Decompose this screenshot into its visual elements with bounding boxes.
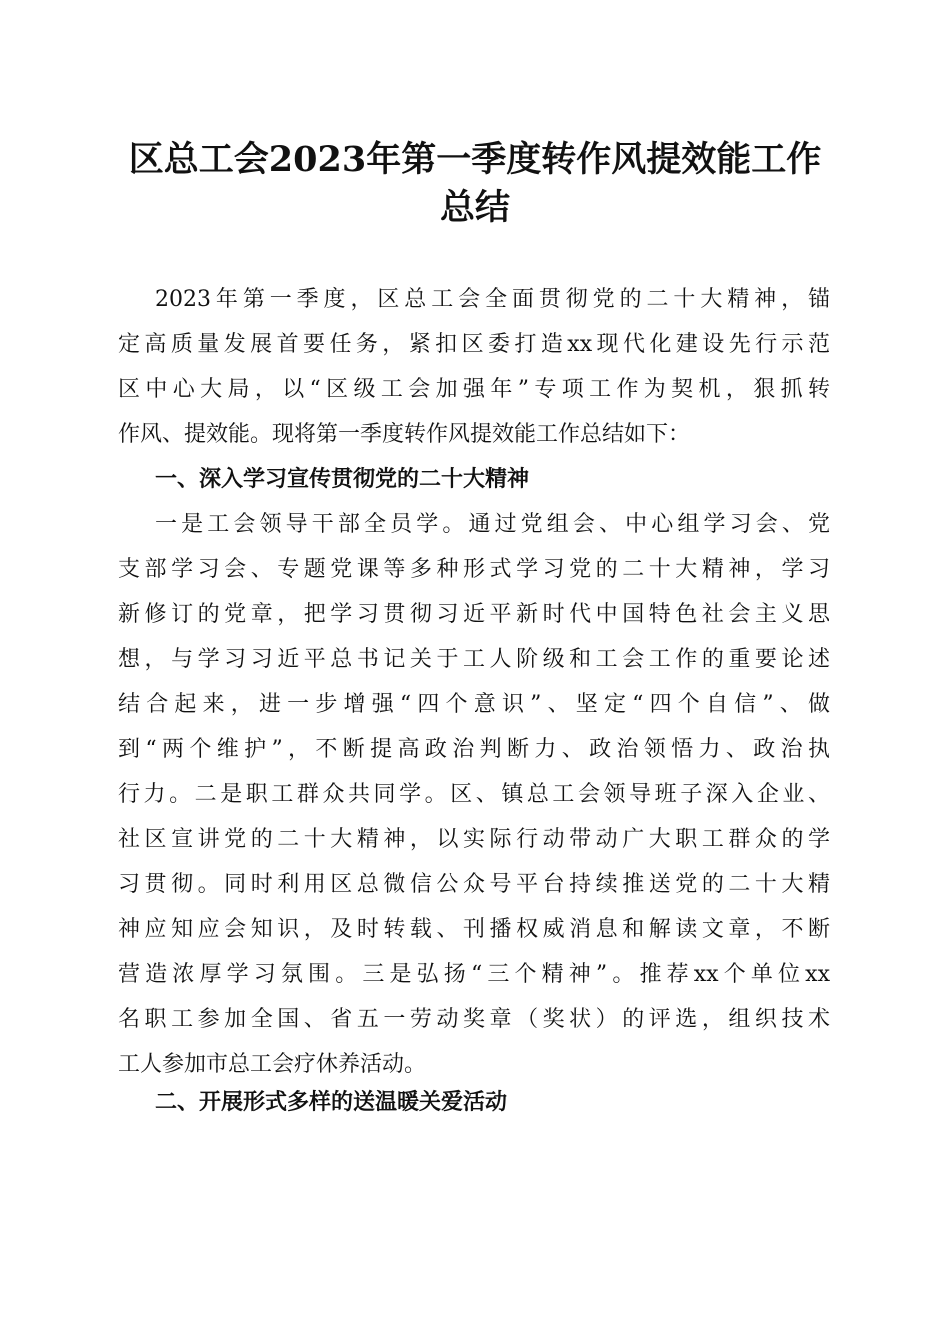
paragraph-line: 社区宣讲党的二十大精神，以实际行动带动广大职工群众的学 xyxy=(118,827,830,852)
section-heading-2: 二、开展形式多样的送温暖关爱活动 xyxy=(155,1090,508,1115)
paragraph-line: 营造浓厚学习氛围。三是弘扬“三个精神”。推荐xx个单位xx xyxy=(118,962,830,987)
paragraph-line: 一是工会领导干部全员学。通过党组会、中心组学习会、党 xyxy=(155,512,830,537)
paragraph-line: 习贯彻。同时利用区总微信公众号平台持续推送党的二十大精 xyxy=(118,872,830,897)
paragraph-line: 结合起来，进一步增强“四个意识”、坚定“四个自信”、做 xyxy=(118,692,830,717)
intro-paragraph xyxy=(118,277,830,457)
paragraph-line: 支部学习会、专题党课等多种形式学习党的二十大精神，学习 xyxy=(118,557,830,582)
section-heading-1: 一、深入学习宣传贯彻党的二十大精神 xyxy=(155,467,530,492)
paragraph-line: 工人参加市总工会疗休养活动。 xyxy=(118,1052,427,1077)
paragraph-line: 想，与学习习近平总书记关于工人阶级和工会工作的重要论述 xyxy=(118,647,830,672)
document-body xyxy=(118,277,830,1087)
paragraph-line: 作风、提效能。现将第一季度转作风提效能工作总结如下： xyxy=(118,422,691,447)
paragraph-line: 到“两个维护”，不断提高政治判断力、政治领悟力、政治执 xyxy=(118,737,830,762)
document-title-line-2: 总结 xyxy=(439,187,510,228)
paragraph-line: 2023年第一季度，区总工会全面贯彻党的二十大精神，锚 xyxy=(155,287,830,312)
paragraph-line: 区中心大局，以“区级工会加强年”专项工作为契机，狠抓转 xyxy=(118,377,830,402)
paragraph-line: 行力。二是职工群众共同学。区、镇总工会领导班子深入企业、 xyxy=(118,782,830,807)
section-1-paragraph xyxy=(118,502,830,1087)
paragraph-line: 名职工参加全国、省五一劳动奖章（奖状）的评选，组织技术 xyxy=(118,1007,830,1032)
paragraph-line: 定高质量发展首要任务，紧扣区委打造xx现代化建设先行示范 xyxy=(118,332,830,357)
document-title-line-1: 区总工会2023年第一季度转作风提效能工作 xyxy=(128,139,822,180)
paragraph-line: 新修订的党章，把学习贯彻习近平新时代中国特色社会主义思 xyxy=(118,602,830,627)
paragraph-line: 神应知应会知识，及时转载、刊播权威消息和解读文章，不断 xyxy=(118,917,830,942)
